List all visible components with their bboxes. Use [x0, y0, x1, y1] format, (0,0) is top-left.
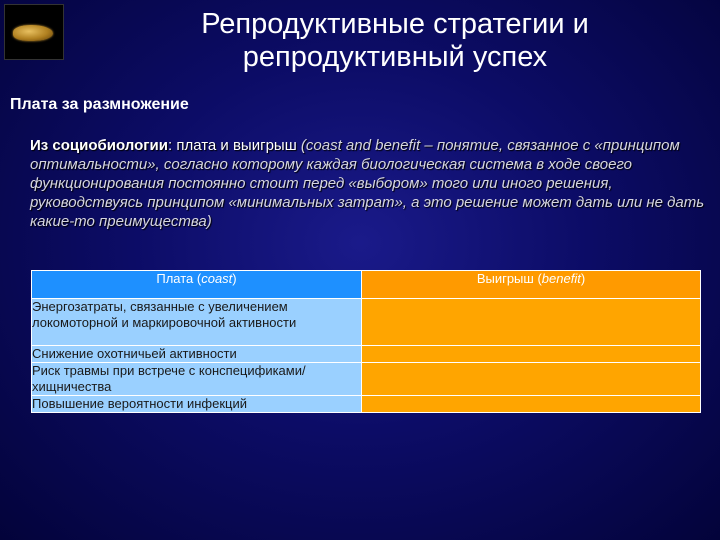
intro-lead-bold: Из социобиологии	[30, 137, 168, 154]
benefit-header-suffix: )	[580, 271, 586, 286]
intro-paragraph	[30, 136, 712, 231]
benefit-column-header	[362, 271, 701, 299]
table-row	[32, 299, 701, 346]
table-header-row	[32, 271, 701, 299]
benefit-cell	[362, 363, 701, 396]
logo	[4, 4, 64, 60]
gold-nugget-icon	[13, 25, 53, 41]
cost-cell: Энергозатраты, связанные с увеличением локомоторной и маркировочной активности	[32, 299, 362, 346]
cost-header-prefix: Плата (	[156, 271, 202, 286]
benefit-cell	[362, 396, 701, 413]
intro-lead	[30, 137, 297, 154]
benefit-cell	[362, 346, 701, 363]
cost-cell: Повышение вероятности инфекций	[32, 396, 362, 413]
title-line-1: Репродуктивные стратегии и	[201, 8, 589, 40]
benefit-cell	[362, 299, 701, 346]
table-row	[32, 396, 701, 413]
table-row	[32, 346, 701, 363]
intro-lead-plain: : плата и выигрыш	[167, 137, 297, 154]
cost-column-header	[32, 271, 362, 299]
cost-benefit-table	[31, 270, 701, 413]
cost-cell: Риск травмы при встрече с конспецификами/хищничества	[32, 363, 362, 396]
page-title	[120, 8, 670, 74]
title-line-2: репродуктивный успех	[242, 41, 548, 73]
intro-definition: (coast and benefit – понятие, связанное с «принципом оптимальности», согласно которому каждая биологическая система в ходе своего функционирования постоянно стоит перед «выбором» того или иного решения, руководствуясь принципом «минимальных затрат», а это решение может дать или не дать какие-то преимущества)	[30, 137, 705, 230]
section-heading: Плата за размножение	[10, 96, 189, 113]
cost-cell: Снижение охотничьей активности	[32, 346, 362, 363]
cost-header-suffix: )	[232, 271, 237, 286]
cost-header-term: coast	[201, 271, 233, 286]
benefit-header-term: benefit	[541, 271, 581, 286]
benefit-header-prefix: Выигрыш (	[476, 271, 542, 286]
table-row	[32, 363, 701, 396]
